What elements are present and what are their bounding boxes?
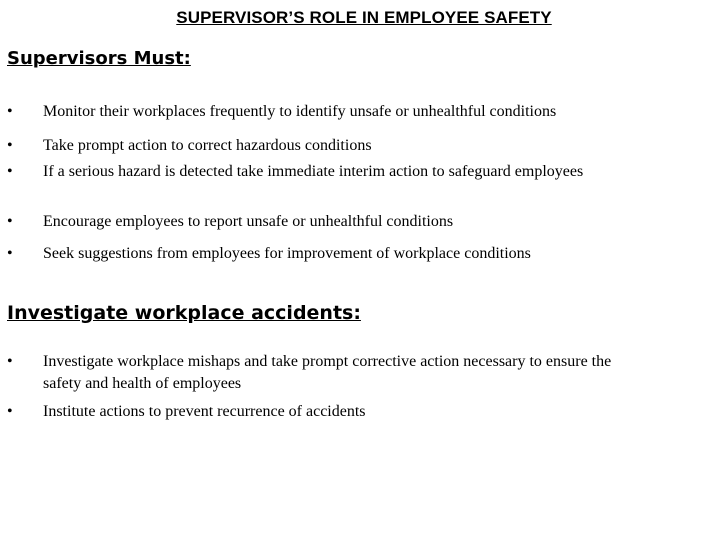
list-item-text: Monitor their workplaces frequently to identify unsafe or unhealthful conditions: [43, 103, 557, 120]
section-heading-investigate-accidents: Investigate workplace accidents:: [7, 302, 361, 324]
bullet-icon: •: [7, 245, 13, 262]
list-item-text: Take prompt action to correct hazardous conditions: [43, 137, 372, 154]
list-item-text: If a serious hazard is detected take immediate interim action to safeguard employees: [43, 163, 584, 180]
bullet-icon: •: [7, 137, 13, 154]
list-item-text: Seek suggestions from employees for improvement of workplace conditions: [43, 245, 531, 262]
list-item-text: Encourage employees to report unsafe or unhealthful conditions: [43, 213, 454, 230]
list-item-text: Institute actions to prevent recurrence of accidents: [43, 403, 366, 420]
bullet-icon: •: [7, 353, 13, 370]
list-item-text: Investigate workplace mishaps and take prompt corrective action necessary to ensure the safety and health of employees: [43, 353, 612, 392]
bullet-icon: •: [7, 103, 13, 120]
bullet-icon: •: [7, 163, 13, 180]
bullet-icon: •: [7, 403, 13, 420]
section-heading-supervisors-must: Supervisors Must:: [7, 48, 191, 69]
page-title: SUPERVISOR’S ROLE IN EMPLOYEE SAFETY: [176, 8, 552, 27]
bullet-icon: •: [7, 213, 13, 230]
